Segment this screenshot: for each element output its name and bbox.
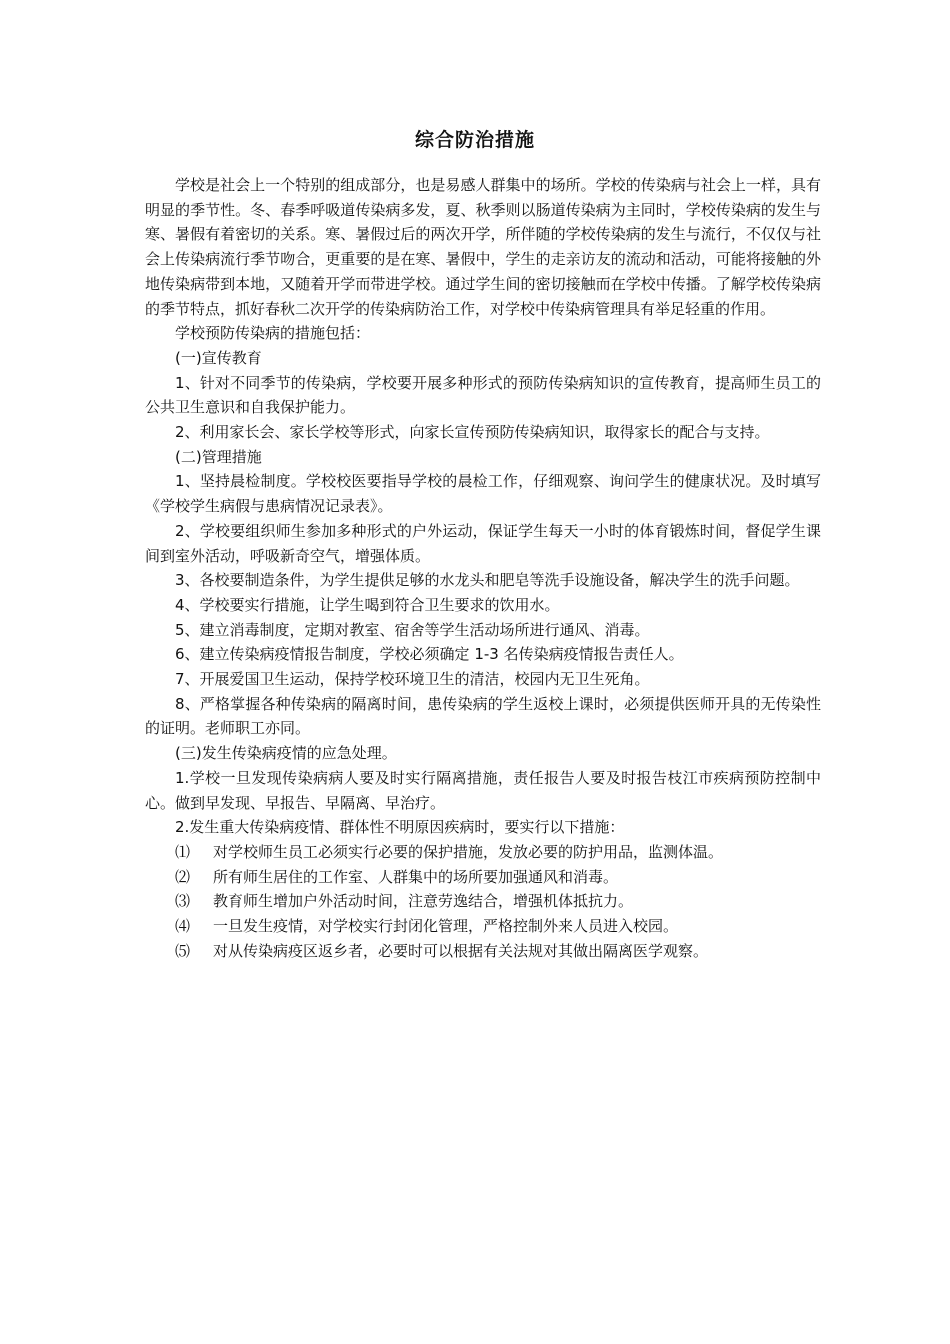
management-item-8: 8、严格掌握各种传染病的隔离时间，患传染病的学生返校上课时，必须提供医师开具的无传染性的证明。老师职工亦同。 bbox=[145, 694, 821, 738]
management-item-3: 3、各校要制造条件，为学生提供足够的水龙头和肥皂等洗手设施设备，解决学生的洗手问题。 bbox=[175, 571, 800, 590]
section-heading-publicity: (一)宣传教育 bbox=[175, 348, 262, 367]
management-item-2: 2、学校要组织师生参加多种形式的户外运动，保证学生每天一小时的体育锻炼时间，督促学生课间到室外活动，呼吸新奇空气，增强体质。 bbox=[145, 521, 821, 565]
list-item-text: 一旦发生疫情，对学校实行封闭化管理，严格控制外来人员进入校园。 bbox=[213, 917, 679, 936]
management-item-5: 5、建立消毒制度，定期对教室、宿舍等学生活动场所进行通风、消毒。 bbox=[175, 620, 650, 639]
list-item-number: ⑶ bbox=[175, 892, 191, 911]
document-title: 综合防治措施 bbox=[414, 129, 535, 151]
list-item bbox=[145, 865, 821, 890]
document-body bbox=[145, 173, 821, 964]
publicity-item-1: 1、针对不同季节的传染病，学校要开展多种形式的预防传染病知识的宣传教育，提高师生员工的公共卫生意识和自我保护能力。 bbox=[145, 373, 821, 417]
list-item-text: 所有师生居住的工作室、人群集中的场所要加强通风和消毒。 bbox=[213, 867, 619, 886]
list-item bbox=[145, 914, 821, 939]
list-item-text: 对从传染病疫区返乡者，必要时可以根据有关法规对其做出隔离医学观察。 bbox=[213, 941, 709, 960]
list-item-number: ⑴ bbox=[175, 842, 191, 861]
section-heading-emergency: (三)发生传染病疫情的应急处理。 bbox=[175, 744, 397, 763]
list-item bbox=[145, 939, 821, 964]
management-item-4: 4、学校要实行措施，让学生喝到符合卫生要求的饮用水。 bbox=[175, 595, 560, 614]
list-item bbox=[145, 889, 821, 914]
management-item-6: 6、建立传染病疫情报告制度，学校必须确定 1-3 名传染病疫情报告责任人。 bbox=[175, 645, 684, 664]
section-heading-management: (二)管理措施 bbox=[175, 447, 262, 466]
emergency-item-2: 2.发生重大传染病疫情、群体性不明原因疾病时，要实行以下措施： bbox=[175, 818, 625, 837]
intro-paragraph: 学校是社会上一个特别的组成部分，也是易感人群集中的场所。学校的传染病与社会上一样，具有明显的季节性。冬、春季呼吸道传染病多发，夏、秋季则以肠道传染病为主同时，学校传染病的发生与寒、暑假有着密切的关系。寒、暑假过后的两次开学，所伴随的学校传染病的发生与流行，不仅仅与社会上传染病流行季节吻合，更重要的是在寒、暑假中，学生的走亲访友的流动和活动，可能将接触的外地传染病带到本地，又随着开学而带进学校。通过学生间的密切接触而在学校中传播。了解学校传染病的季节特点，抓好春秋二次开学的传染病防治工作，对学校中传染病管理具有举足轻重的作用。 bbox=[145, 176, 821, 318]
publicity-item-2: 2、利用家长会、家长学校等形式，向家长宣传预防传染病知识，取得家长的配合与支持。 bbox=[175, 423, 770, 442]
list-item-number: ⑸ bbox=[175, 941, 191, 960]
management-item-1: 1、坚持晨检制度。学校校医要指导学校的晨检工作，仔细观察、询问学生的健康状况。及时填写《学校学生病假与患病情况记录表》。 bbox=[145, 472, 821, 516]
list-item-text: 教育师生增加户外活动时间，注意劳逸结合，增强机体抵抗力。 bbox=[213, 892, 634, 911]
list-item-number: ⑵ bbox=[175, 867, 191, 886]
list-item-number: ⑷ bbox=[175, 917, 191, 936]
list-item bbox=[145, 840, 821, 865]
measures-intro: 学校预防传染病的措施包括： bbox=[175, 324, 371, 343]
management-item-7: 7、开展爱国卫生运动，保持学校环境卫生的清洁，校园内无卫生死角。 bbox=[175, 670, 650, 689]
list-item-text: 对学校师生员工必须实行必要的保护措施，发放必要的防护用品，监测体温。 bbox=[213, 842, 724, 861]
emergency-item-1: 1.学校一旦发现传染病病人要及时实行隔离措施，责任报告人要及时报告枝江市疾病预防控制中心。做到早发现、早报告、早隔离、早治疗。 bbox=[145, 768, 821, 812]
